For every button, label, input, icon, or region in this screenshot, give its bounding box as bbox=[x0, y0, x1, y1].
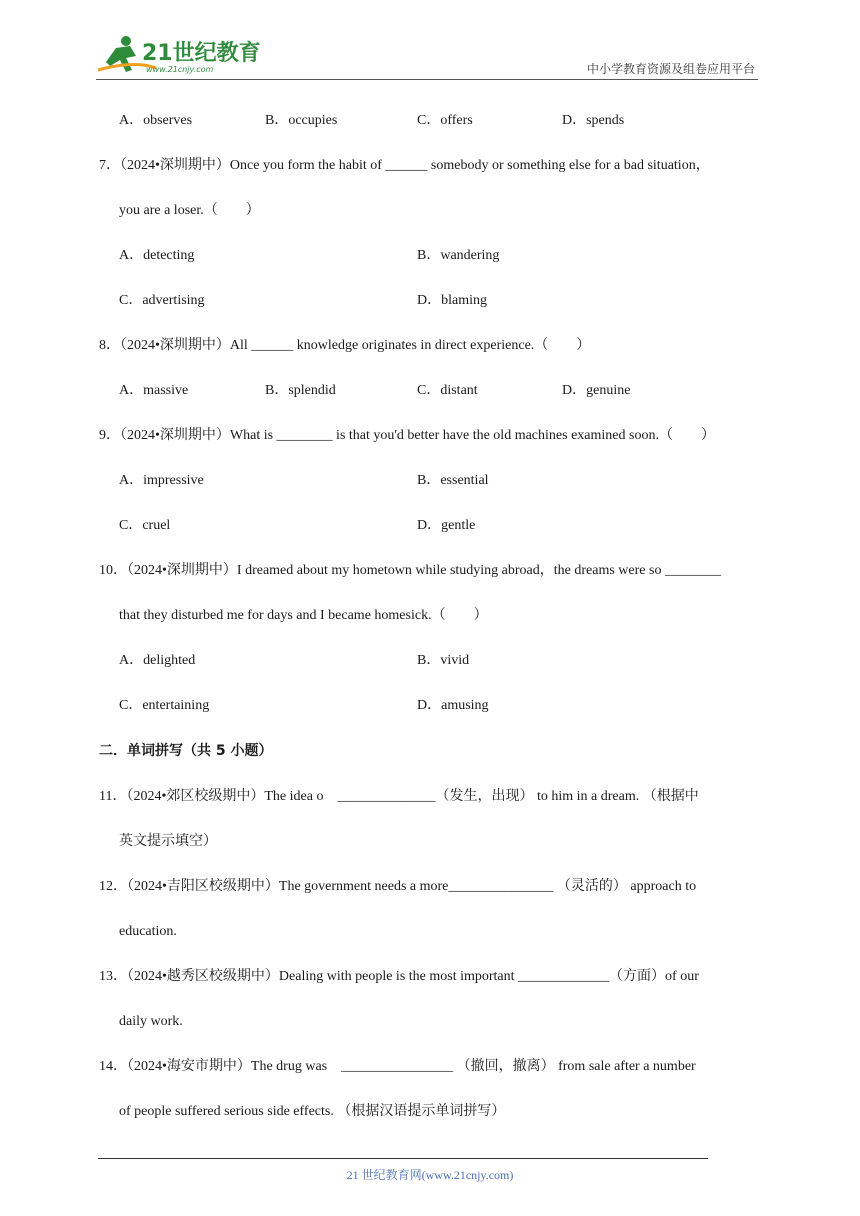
header-divider bbox=[96, 79, 758, 80]
q6-option-b[interactable]: B．occupies bbox=[265, 113, 338, 128]
q9-stem: 9．（2024•深圳期中）What is ________ is that you'd better have the old machines examined soon.（ ） bbox=[99, 428, 715, 443]
q14-stem-line1: 14．（2024•海安市期中）The drug was ________________ （撤回，撤离） from sale after a number bbox=[99, 1059, 696, 1074]
q6-option-c[interactable]: C．offers bbox=[417, 113, 473, 128]
section-heading: 二．单词拼写（共 5 小题） bbox=[99, 743, 273, 759]
footer-divider bbox=[98, 1158, 708, 1159]
q10-option-c[interactable]: C．entertaining bbox=[119, 698, 210, 713]
q13-stem-line1: 13．（2024•越秀区校级期中）Dealing with people is the most important _____________（方面）of our bbox=[99, 969, 699, 984]
q7-stem-line1: 7．（2024•深圳期中）Once you form the habit of ______ somebody or something else for a bad situation， bbox=[99, 158, 710, 173]
q14-stem-line2: of people suffered serious side effects. （根据汉语提示单词拼写） bbox=[119, 1104, 506, 1119]
q10-option-a[interactable]: A．delighted bbox=[119, 653, 196, 668]
q9-option-a[interactable]: A．impressive bbox=[119, 473, 204, 488]
q8-option-a[interactable]: A．massive bbox=[119, 383, 189, 398]
q9-option-d[interactable]: D．gentle bbox=[417, 518, 476, 533]
q12-stem-line2: education. bbox=[119, 924, 177, 939]
q6-option-a[interactable]: A．observes bbox=[119, 113, 193, 128]
q11-stem-line2: 英文提示填空） bbox=[119, 834, 217, 849]
page-header bbox=[0, 0, 860, 82]
q11-stem-line1: 11．（2024•郊区校级期中）The idea o ______________（发生，出现） to him in a dream. （根据中 bbox=[99, 789, 699, 804]
logo-url: www.21cnjy.com bbox=[146, 65, 214, 74]
q8-option-d[interactable]: D．genuine bbox=[562, 383, 631, 398]
q7-stem-line2: you are a loser.（ ） bbox=[119, 203, 260, 218]
footer-link[interactable]: 21 世纪教育网(www.21cnjy.com) bbox=[346, 1168, 514, 1182]
q9-option-c[interactable]: C．cruel bbox=[119, 518, 171, 533]
site-logo bbox=[96, 32, 266, 78]
q12-stem-line1: 12．（2024•吉阳区校级期中）The government needs a more_______________ （灵活的） approach to bbox=[99, 879, 697, 894]
header-slogan: 中小学教育资源及组卷应用平台 bbox=[586, 62, 755, 76]
q10-stem-line2: that they disturbed me for days and I became homesick.（ ） bbox=[119, 608, 488, 623]
q7-option-d[interactable]: D．blaming bbox=[417, 293, 487, 308]
runner-head-icon bbox=[121, 36, 131, 46]
q7-option-a[interactable]: A．detecting bbox=[119, 248, 195, 263]
q7-option-b[interactable]: B．wandering bbox=[417, 248, 500, 263]
q13-stem-line2: daily work. bbox=[119, 1014, 183, 1029]
q8-option-b[interactable]: B．splendid bbox=[265, 383, 336, 398]
q6-option-d[interactable]: D．spends bbox=[562, 113, 625, 128]
q10-option-d[interactable]: D．amusing bbox=[417, 698, 489, 713]
q10-stem-line1: 10．（2024•深圳期中）I dreamed about my hometown while studying abroad，the dreams were so ________ bbox=[99, 563, 721, 578]
logo-text: 21世纪教育 bbox=[142, 41, 261, 66]
q8-option-c[interactable]: C．distant bbox=[417, 383, 478, 398]
q10-option-b[interactable]: B．vivid bbox=[417, 653, 470, 668]
q9-option-b[interactable]: B．essential bbox=[417, 473, 489, 488]
q7-option-c[interactable]: C．advertising bbox=[119, 293, 205, 308]
q8-stem: 8．（2024•深圳期中）All ______ knowledge originates in direct experience.（ ） bbox=[99, 338, 591, 353]
